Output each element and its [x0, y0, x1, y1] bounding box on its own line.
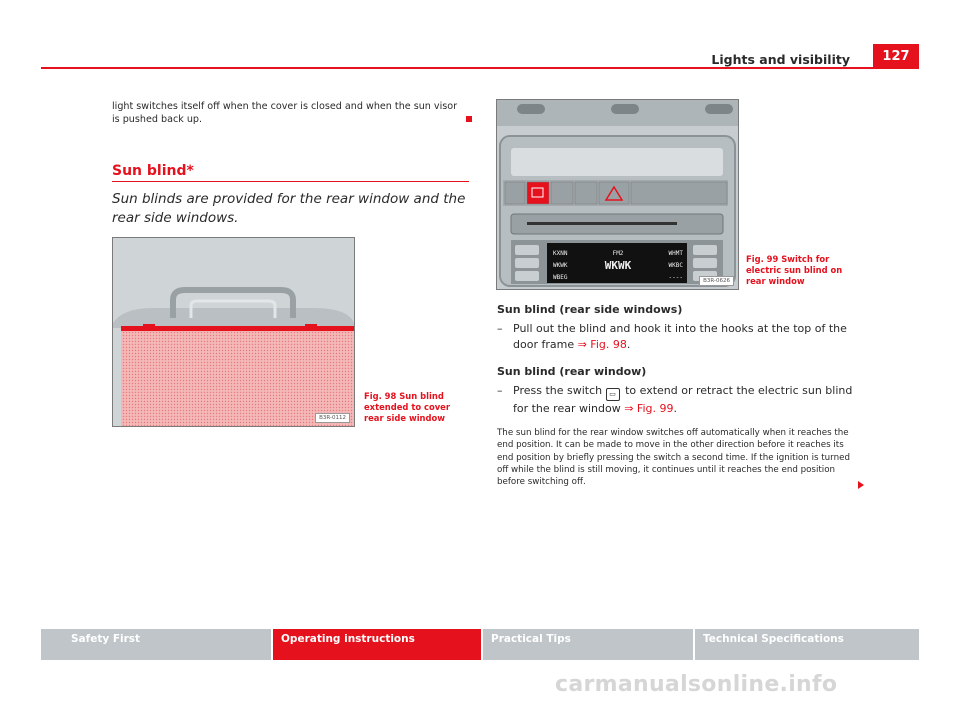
radio-station: WHMT — [668, 250, 683, 257]
footer-tab-practical-tips[interactable]: Practical Tips — [483, 629, 693, 660]
subheading-rear-window: Sun blind (rear window) — [497, 365, 647, 378]
header-rule — [41, 67, 919, 69]
period: . — [673, 402, 677, 415]
figure-code: B3R-0626 — [699, 276, 734, 286]
page-number: 127 — [873, 44, 919, 68]
radio-station: ---- — [668, 274, 683, 281]
footer-tab-operating-instructions[interactable]: Operating instructions — [273, 629, 481, 660]
rear-side-window-illustration — [113, 238, 354, 426]
end-of-section-mark — [466, 116, 472, 122]
heading-rule — [112, 181, 469, 182]
step-text: to extend or retract the electric sun blind for the rear window — [513, 384, 853, 415]
footer-tab-technical-specifications[interactable]: Technical Specifications — [695, 629, 919, 660]
figure-98-image — [112, 237, 355, 427]
list-dash: – — [497, 322, 503, 335]
radio-station: WKBC — [668, 262, 683, 269]
radio-station: WBEG — [553, 274, 568, 281]
figure-99-image — [496, 99, 739, 290]
sun-blind-switch-icon: ▭ — [606, 388, 620, 401]
footer-navigation — [41, 629, 919, 660]
section-title: Lights and visibility — [711, 52, 850, 67]
figure-code: B3R-0112 — [315, 413, 350, 423]
radio-display — [553, 248, 683, 284]
subheading-rear-side-windows: Sun blind (rear side windows) — [497, 303, 683, 316]
radio-main-station: WKWK — [604, 259, 632, 272]
section-heading: Sun blind* — [112, 163, 194, 179]
step-text: Pull out the blind and hook it into the hooks at the top of the door frame — [513, 322, 847, 351]
figure-98-caption: Fig. 98 Sun blind extended to cover rear side window — [364, 391, 450, 423]
footer-tab-safety-first[interactable]: Safety First — [41, 629, 271, 660]
radio-band: FM2 — [612, 250, 624, 257]
note-text: The sun blind for the rear window switches off automatically when it reaches the end position. It can be made to move in the other direction before it reaches its end position by briefly pressing the switch a second time. If the ignition is turned off while the blind is still moving, it continues until it reaches the end position before switching off. — [497, 428, 850, 488]
figure-99-link[interactable]: ⇒ Fig. 99 — [624, 402, 674, 415]
step-rear-side-windows — [497, 321, 853, 353]
intro-text: light switches itself off when the cover is closed and when the sun visor is pushed back up. — [112, 101, 458, 125]
continue-arrow-icon — [858, 481, 864, 489]
period: . — [626, 338, 631, 351]
list-dash: – — [497, 384, 503, 397]
step-text: Press the switch — [513, 384, 606, 397]
intro-italic-text: Sun blinds are provided for the rear window and the rear side windows. — [112, 191, 466, 226]
radio-station: WKWK — [553, 262, 568, 269]
figure-99-caption: Fig. 99 Switch for electric sun blind on rear window — [746, 254, 843, 286]
figure-98-link[interactable]: ⇒ Fig. 98 — [577, 338, 627, 351]
step-rear-window — [497, 383, 858, 417]
radio-station: KXNN — [553, 250, 568, 257]
watermark: carmanualsonline.info — [555, 672, 838, 697]
